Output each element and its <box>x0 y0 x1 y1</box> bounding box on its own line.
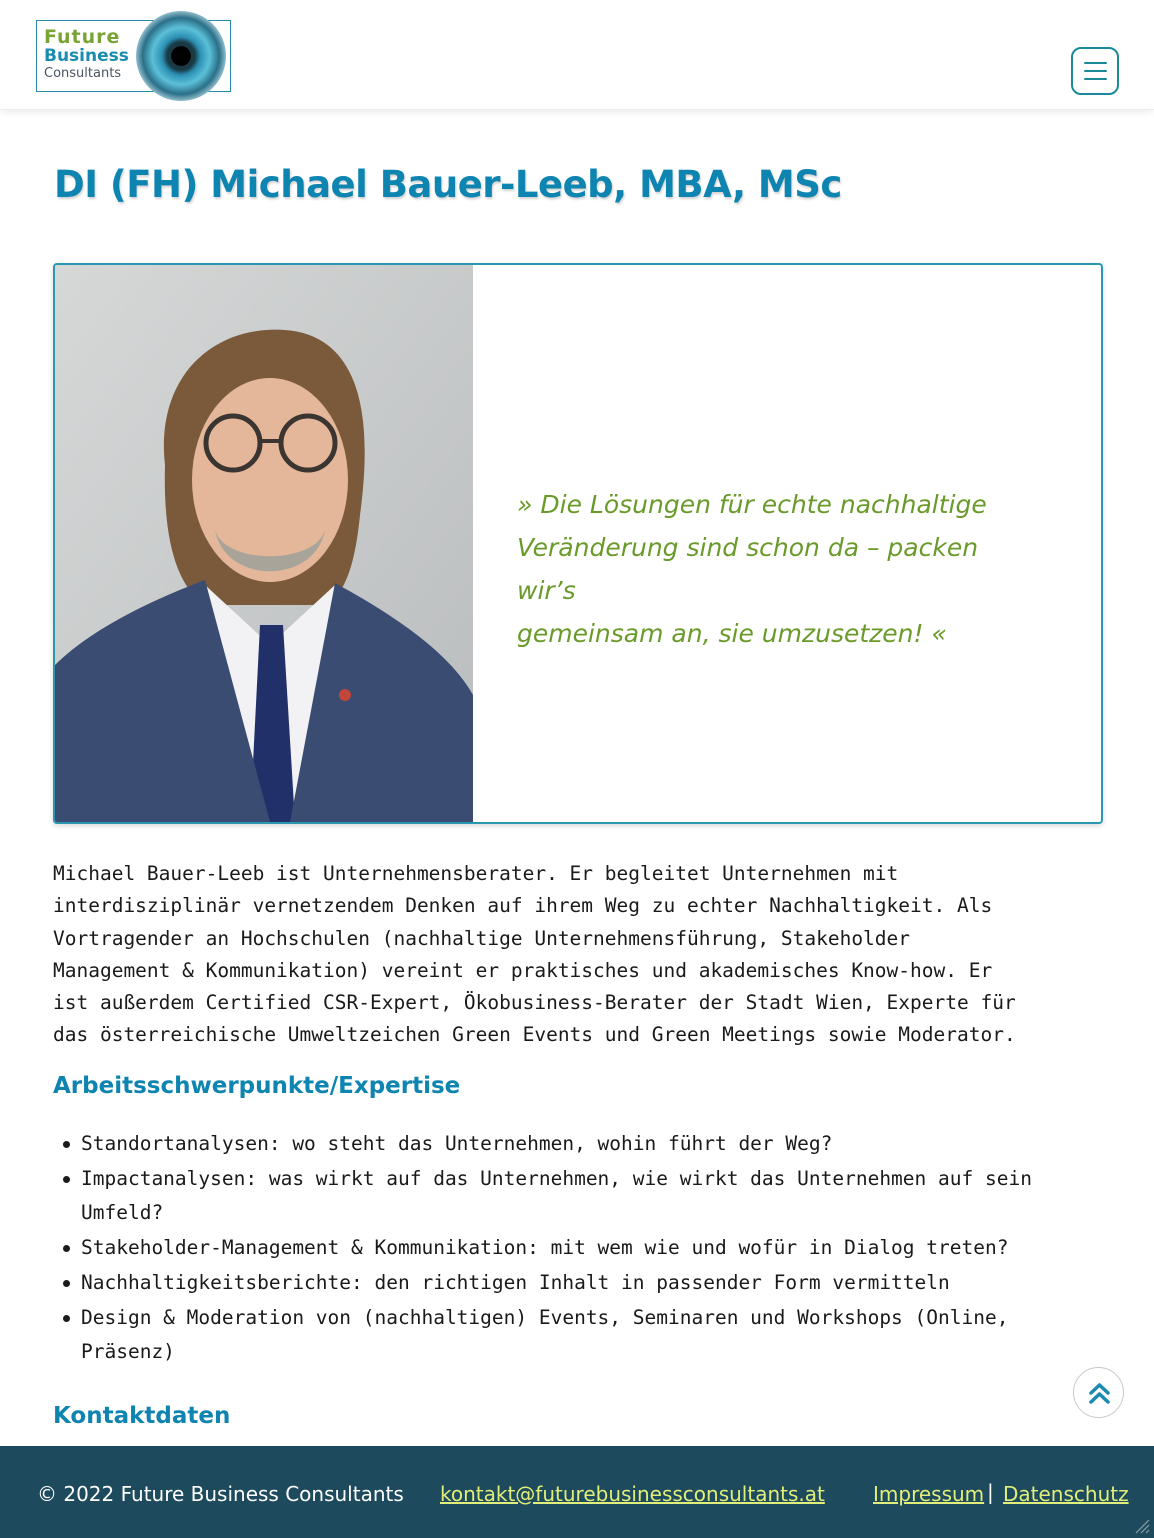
contact-heading: Kontaktdaten <box>53 1403 231 1429</box>
list-item-text: Design & Moderation von (nachhaltigen) Events, Seminaren und Workshops (Online, <box>81 1305 1009 1329</box>
expertise-list <box>53 1127 1113 1370</box>
quote-line: gemeinsam an, sie umzusetzen! « <box>517 619 947 648</box>
hamburger-menu-icon[interactable] <box>1071 47 1119 95</box>
portrait-photo <box>55 265 473 822</box>
menu-bar-middle <box>1084 70 1107 72</box>
list-item <box>53 1301 1113 1370</box>
list-item <box>53 1162 1113 1231</box>
datenschutz-link[interactable]: Datenschutz <box>1003 1482 1129 1506</box>
logo-text <box>44 28 129 82</box>
list-item-text-cont: Präsenz) <box>81 1340 175 1364</box>
list-item <box>53 1127 1113 1162</box>
quote-line: » Die Lösungen für echte nachhaltige <box>517 490 987 519</box>
eye-iris-icon <box>136 11 226 101</box>
list-item-text: Impactanalysen: was wirkt auf das Unternehmen, wie wirkt das Unternehmen auf sein <box>81 1166 1032 1190</box>
resize-grip-icon[interactable] <box>1132 1516 1150 1534</box>
bio-line: Management & Kommunikation) vereint er praktisches und akademisches Know-how. Er <box>53 958 993 982</box>
site-header <box>0 0 1154 110</box>
bio-paragraph <box>53 858 1103 1052</box>
list-item-text-cont: Umfeld? <box>81 1201 164 1225</box>
menu-bar-top <box>1084 62 1107 64</box>
scroll-to-top-button[interactable] <box>1073 1367 1124 1418</box>
page-title: DI (FH) Michael Bauer-Leeb, MBA, MSc <box>54 163 842 206</box>
list-item <box>53 1266 1113 1301</box>
expertise-heading: Arbeitsschwerpunkte/Expertise <box>53 1073 461 1099</box>
double-chevron-up-icon <box>1074 1368 1125 1419</box>
bio-line: Michael Bauer-Leeb ist Unternehmensberater. Er begleitet Unternehmen mit <box>53 862 899 885</box>
company-logo[interactable] <box>36 20 231 92</box>
bio-line: das österreichische Umweltzeichen Green Events und Green Meetings sowie Moderator. <box>53 1023 1016 1047</box>
footer-separator: | <box>987 1480 994 1504</box>
impressum-link[interactable]: Impressum <box>873 1482 985 1506</box>
logo-line-consultants: Consultants <box>44 66 122 81</box>
site-footer <box>0 1446 1154 1538</box>
menu-bar-bottom <box>1084 78 1107 80</box>
logo-line-business: Business <box>44 46 129 66</box>
copyright-text: © 2022 Future Business Consultants <box>37 1482 404 1506</box>
logo-line-future: Future <box>44 26 121 48</box>
profile-quote <box>517 483 1037 655</box>
quote-line: Veränderung sind schon da – packen wir’s <box>517 533 979 605</box>
list-item-text: Nachhaltigkeitsberichte: den richtigen Inhalt in passender Form vermitteln <box>81 1270 950 1294</box>
profile-card <box>53 263 1103 824</box>
email-link[interactable]: kontakt@futurebusinessconsultants.at <box>440 1482 825 1506</box>
list-item <box>53 1231 1113 1266</box>
bio-line: interdisziplinär vernetzendem Denken auf ihrem Weg zu echter Nachhaltigkeit. Als <box>53 894 993 918</box>
list-item-text: Standortanalysen: wo steht das Unternehmen, wohin führt der Weg? <box>81 1132 833 1155</box>
list-item-text: Stakeholder-Management & Kommunikation: mit wem wie und wofür in Dialog treten? <box>81 1236 1009 1260</box>
bio-line: Vortragender an Hochschulen (nachhaltige Unternehmensführung, Stakeholder <box>53 926 911 950</box>
bio-line: ist außerdem Certified CSR-Expert, Ökobusiness-Berater der Stadt Wien, Experte für <box>53 991 1016 1015</box>
